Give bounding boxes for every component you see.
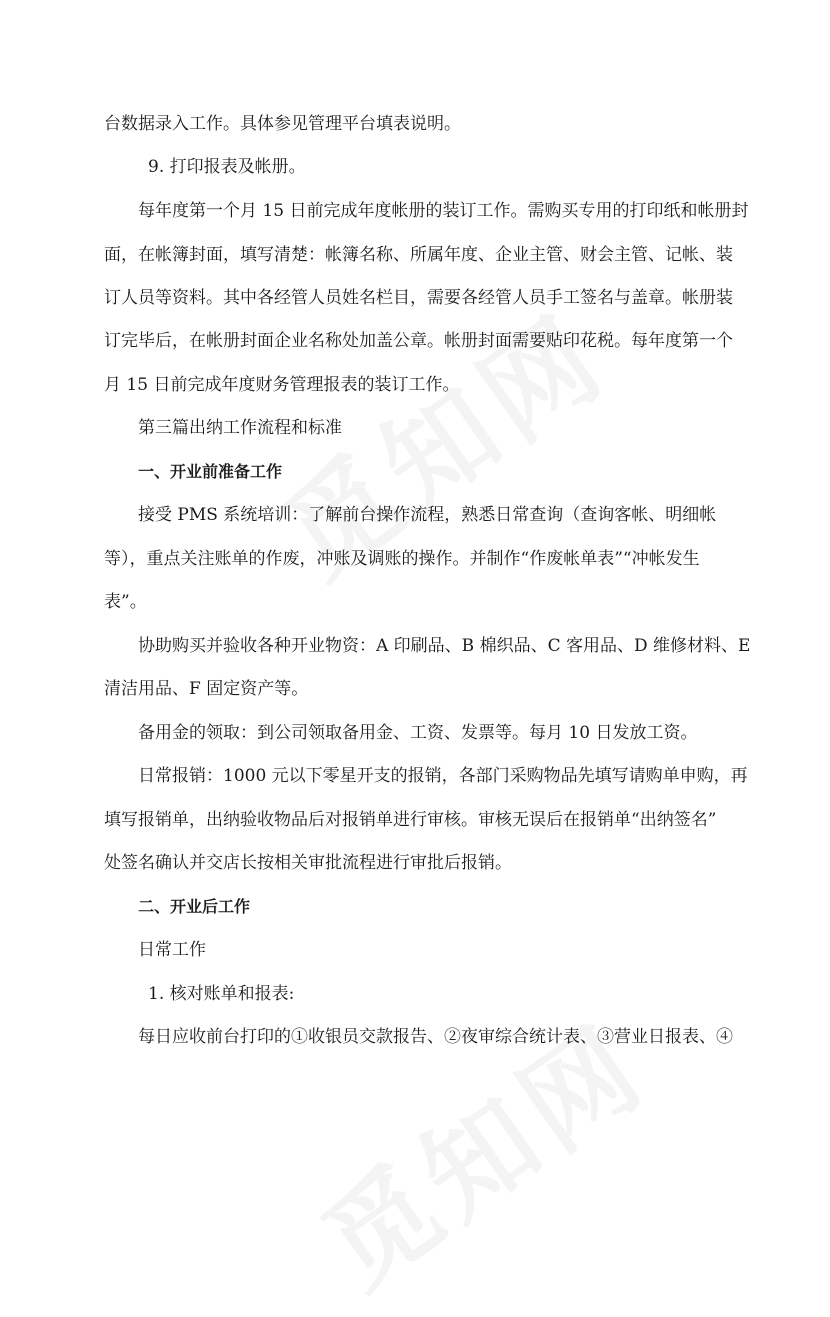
paragraph-line: 等），重点关注账单的作废，冲账及调账的操作。并制作“作废帐单表”“冲帐发生	[104, 549, 700, 569]
paragraph-line: 填写报销单，出纳验收物品后对报销单进行审核。审核无误后在报销单“出纳签名”	[104, 810, 717, 830]
paragraph-line: 订完毕后，在帐册封面企业名称处加盖公章。帐册封面需要贴印花税。每年度第一个	[104, 331, 733, 351]
paragraph-line: 表”。	[104, 592, 147, 612]
paragraph-line: 处签名确认并交店长按相关审批流程进行审批后报销。	[104, 853, 512, 873]
paragraph-line: 清洁用品、F 固定资产等。	[104, 679, 309, 699]
paragraph-line: 每年度第一个月 15 日前完成年度帐册的装订工作。需购买专用的打印纸和帐册封	[138, 201, 749, 221]
paragraph-line: 日常报销：1000 元以下零星开支的报销，各部门采购物品先填写请购单申购，再	[138, 766, 748, 786]
subsection-heading-2: 二、开业后工作	[138, 897, 251, 916]
paragraph-line: 月 15 日前完成年度财务管理报表的装订工作。	[104, 375, 460, 395]
paragraph-line: 台数据录入工作。具体参见管理平台填表说明。	[104, 114, 461, 134]
list-item-1: 1. 核对账单和报表:	[148, 984, 295, 1004]
subsection-heading-1: 一、开业前准备工作	[138, 462, 283, 481]
paragraph-line: 每日应收前台打印的①收银员交款报告、②夜审综合统计表、③营业日报表、④	[138, 1027, 733, 1047]
paragraph-line: 日常工作	[138, 940, 206, 960]
list-item-9: 9. 打印报表及帐册。	[148, 157, 306, 177]
paragraph-line: 备用金的领取：到公司领取备用金、工资、发票等。每月 10 日发放工资。	[138, 723, 698, 743]
paragraph-line: 协助购买并验收各种开业物资：A 印刷品、B 棉织品、C 客用品、D 维修材料、E	[138, 636, 751, 656]
section-heading: 第三篇出纳工作流程和标准	[138, 418, 342, 438]
paragraph-line: 订人员等资料。其中各经管人员姓名栏目，需要各经管人员手工签名与盖章。帐册装	[104, 288, 733, 308]
paragraph-line: 接受 PMS 系统培训：了解前台操作流程，熟悉日常查询（查询客帐、明细帐	[138, 505, 717, 525]
paragraph-line: 面，在帐簿封面，填写清楚：帐簿名称、所属年度、企业主管、财会主管、记帐、装	[104, 245, 733, 265]
